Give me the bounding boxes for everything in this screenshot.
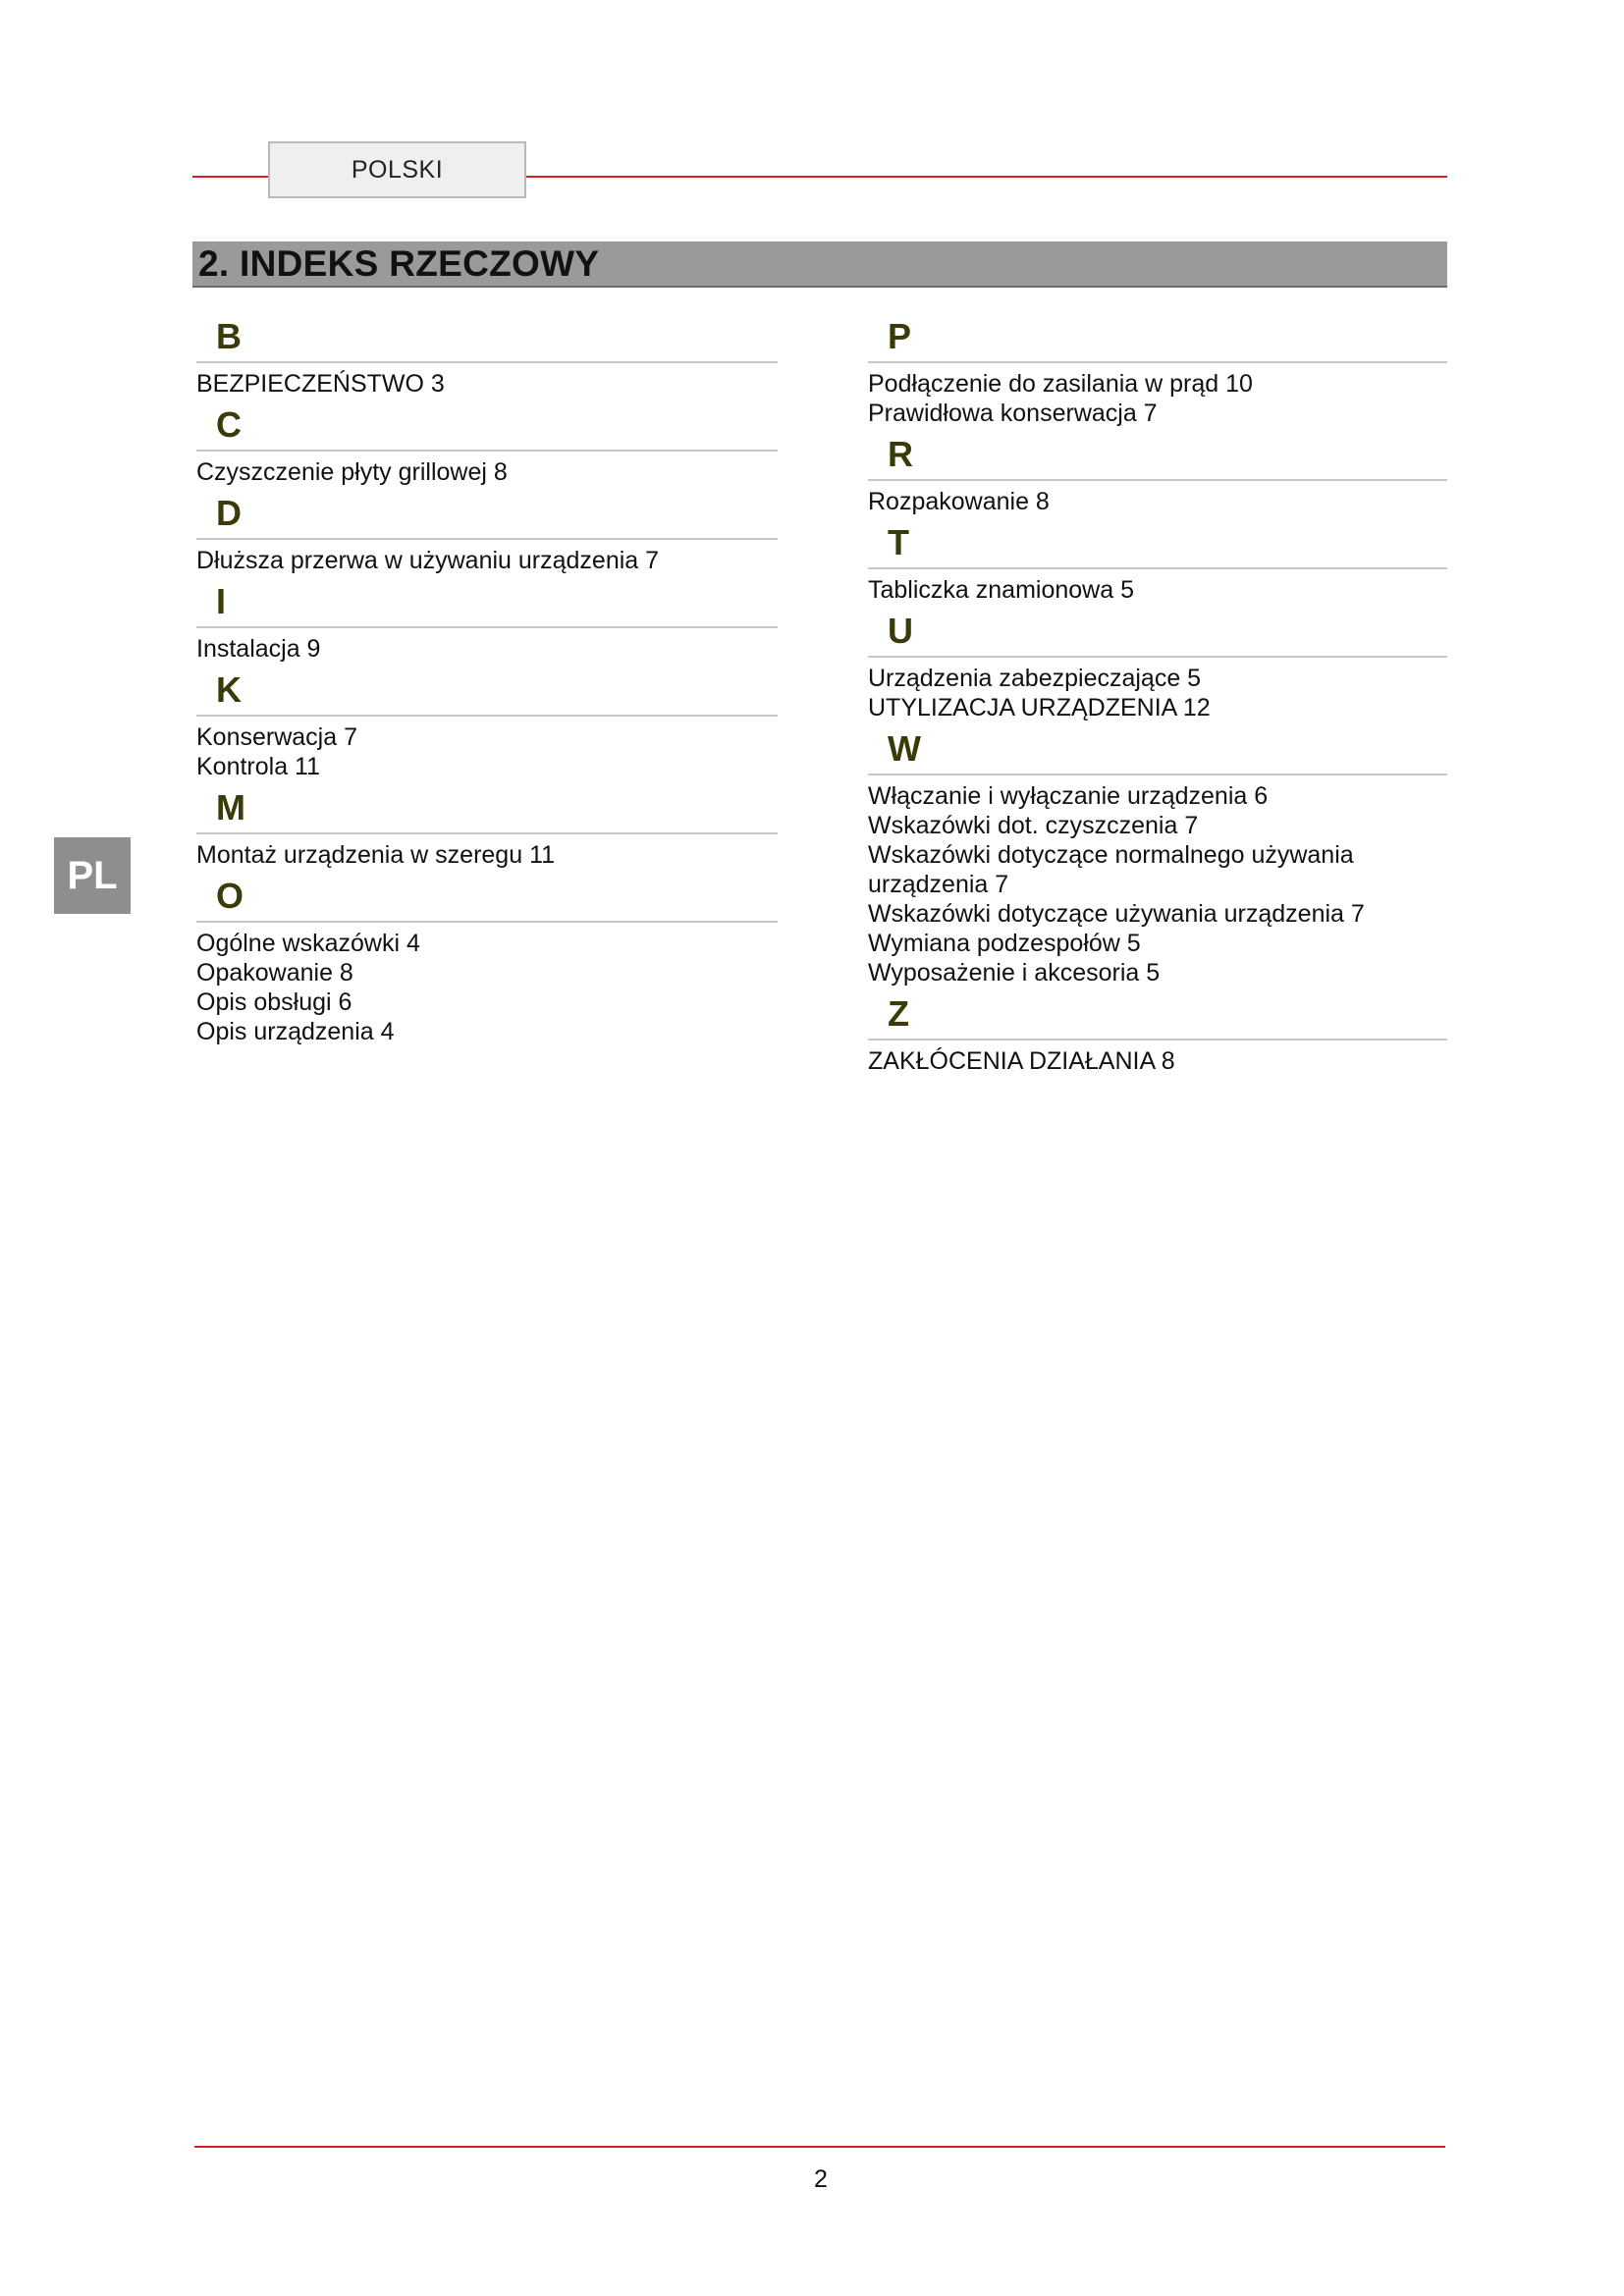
- index-entry: Wskazówki dotyczące używania urządzenia 7: [868, 900, 1365, 928]
- section-letter: T: [868, 518, 1447, 569]
- index-entry: Instalacja 9: [196, 635, 321, 663]
- section-letter: C: [196, 400, 778, 452]
- index-section: [196, 577, 778, 664]
- index-section: [868, 989, 1447, 1076]
- section-letter: W: [868, 724, 1447, 775]
- index-entry: Wymiana podzespołów 5: [868, 930, 1141, 957]
- index-section: [196, 312, 778, 399]
- section-letter: I: [196, 577, 778, 628]
- header-rule-left: [192, 176, 268, 178]
- index-entry: Urządzenia zabezpieczające 5: [868, 665, 1202, 692]
- index-entry: Dłuższa przerwa w używaniu urządzenia 7: [196, 547, 660, 574]
- page-title: 2. INDEKS RZECZOWY: [198, 243, 600, 284]
- page-number: 2: [814, 2165, 828, 2193]
- section-letter: D: [196, 489, 778, 540]
- index-entry: Tabliczka znamionowa 5: [868, 576, 1134, 604]
- index-section: [196, 400, 778, 487]
- index-section: [868, 724, 1447, 988]
- index-entry: BEZPIECZEŃSTWO 3: [196, 370, 445, 398]
- entry-list: [868, 363, 1447, 428]
- index-entry: Rozpakowanie 8: [868, 488, 1050, 515]
- section-letter: U: [868, 607, 1447, 658]
- index-entry: UTYLIZACJA URZĄDZENIA 12: [868, 694, 1211, 721]
- index-entry: Prawidłowa konserwacja 7: [868, 400, 1158, 427]
- entry-list: [196, 834, 778, 870]
- index-section: [868, 312, 1447, 428]
- footer-rule: [194, 2146, 1445, 2148]
- index-section: [196, 666, 778, 781]
- section-title-bar: [192, 241, 1447, 288]
- index-entry: ZAKŁÓCENIA DZIAŁANIA 8: [868, 1047, 1175, 1075]
- entry-list: [868, 775, 1447, 988]
- index-entry: Wskazówki dotyczące normalnego używania urządzenia 7: [868, 841, 1354, 898]
- entry-list: [196, 717, 778, 781]
- entry-list: [196, 540, 778, 575]
- index-entry: Wyposażenie i akcesoria 5: [868, 959, 1161, 987]
- index-entry: Konserwacja 7: [196, 723, 357, 751]
- index-entry: Podłączenie do zasilania w prąd 10: [868, 370, 1253, 398]
- section-letter: B: [196, 312, 778, 363]
- index-section: [196, 783, 778, 870]
- index-column-right: [868, 312, 1447, 1078]
- index-section: [868, 430, 1447, 516]
- index-section: [868, 518, 1447, 605]
- index-entry: Opakowanie 8: [196, 959, 353, 987]
- index-entry: Czyszczenie płyty grillowej 8: [196, 458, 508, 486]
- index-section: [196, 489, 778, 575]
- index-entry: Kontrola 11: [196, 753, 321, 780]
- entry-list: [868, 481, 1447, 516]
- entry-list: [196, 452, 778, 487]
- language-badge: PL: [54, 837, 131, 914]
- section-letter: R: [868, 430, 1447, 481]
- index-entry: Ogólne wskazówki 4: [196, 930, 420, 957]
- section-letter: K: [196, 666, 778, 717]
- index-entry: Montaż urządzenia w szeregu 11: [196, 841, 556, 869]
- index-column-left: [196, 312, 778, 1048]
- section-letter: P: [868, 312, 1447, 363]
- entry-list: [868, 1041, 1447, 1076]
- section-letter: Z: [868, 989, 1447, 1041]
- index-entry: Włączanie i wyłączanie urządzenia 6: [868, 782, 1269, 810]
- entry-list: [196, 923, 778, 1046]
- entry-list: [196, 363, 778, 399]
- section-letter: O: [196, 872, 778, 923]
- index-entry: Opis obsługi 6: [196, 988, 352, 1016]
- index-entry: Opis urządzenia 4: [196, 1018, 395, 1045]
- entry-list: [196, 628, 778, 664]
- language-tab: POLSKI: [268, 141, 526, 198]
- index-entry: Wskazówki dot. czyszczenia 7: [868, 812, 1199, 839]
- entry-list: [868, 569, 1447, 605]
- index-section: [868, 607, 1447, 722]
- section-letter: M: [196, 783, 778, 834]
- entry-list: [868, 658, 1447, 722]
- index-section: [196, 872, 778, 1046]
- header-rule-right: [526, 176, 1447, 178]
